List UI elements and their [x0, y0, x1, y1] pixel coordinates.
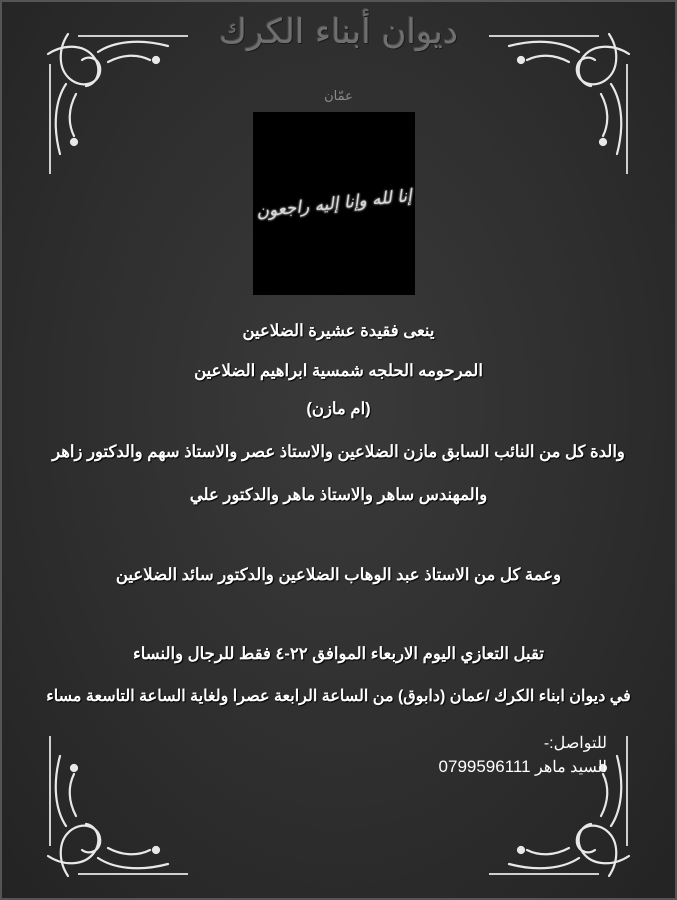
- header-subtitle: عمّان: [324, 89, 353, 104]
- notice-line-aunt-of: وعمة كل من الاستاذ عبد الوهاب الضلاعين والدكتور سائد الضلاعين: [115, 566, 562, 584]
- contact-block: [439, 733, 607, 777]
- contact-label: للتواصل:-: [543, 735, 607, 752]
- notice-line-condolence-location: في ديوان ابناء الكرك /عمان (دابوق) من الساعة الرابعة عصرا ولغاية الساعة التاسعة مساء: [46, 688, 631, 705]
- notice-line-kunya: (ام مازن): [306, 400, 371, 418]
- notice-line-condolence-date: تقبل التعازي اليوم الاربعاء الموافق ٢٢-٤ فقط للرجال والنساء: [133, 645, 544, 663]
- contact-line: [439, 757, 607, 777]
- notice-line-announcement: ينعى فقيدة عشيرة الضلاعين: [242, 322, 435, 340]
- contact-name: السيد ماهر: [535, 759, 607, 776]
- notice-line-mother-of-cont: والمهندس ساهر والاستاذ ماهر والدكتور علي: [189, 486, 488, 504]
- emblem-calligraphy: إنا لله وإنا إليه راجعون: [255, 185, 413, 222]
- contact-phone[interactable]: 0799596111: [438, 757, 531, 776]
- notice-line-mother-of: والدة كل من النائب السابق مازن الضلاعين والاستاذ عصر والاستاذ سهم والدكتور زاهر: [52, 443, 625, 461]
- corner-ornament-bottom-left: [38, 736, 188, 886]
- header-calligraphy-title: ديوان أبناء الكرك: [218, 12, 459, 52]
- notice-line-deceased-name: المرحومه الحلجه شمسية ابراهيم الضلاعين: [194, 362, 483, 380]
- condolence-emblem: [253, 112, 415, 295]
